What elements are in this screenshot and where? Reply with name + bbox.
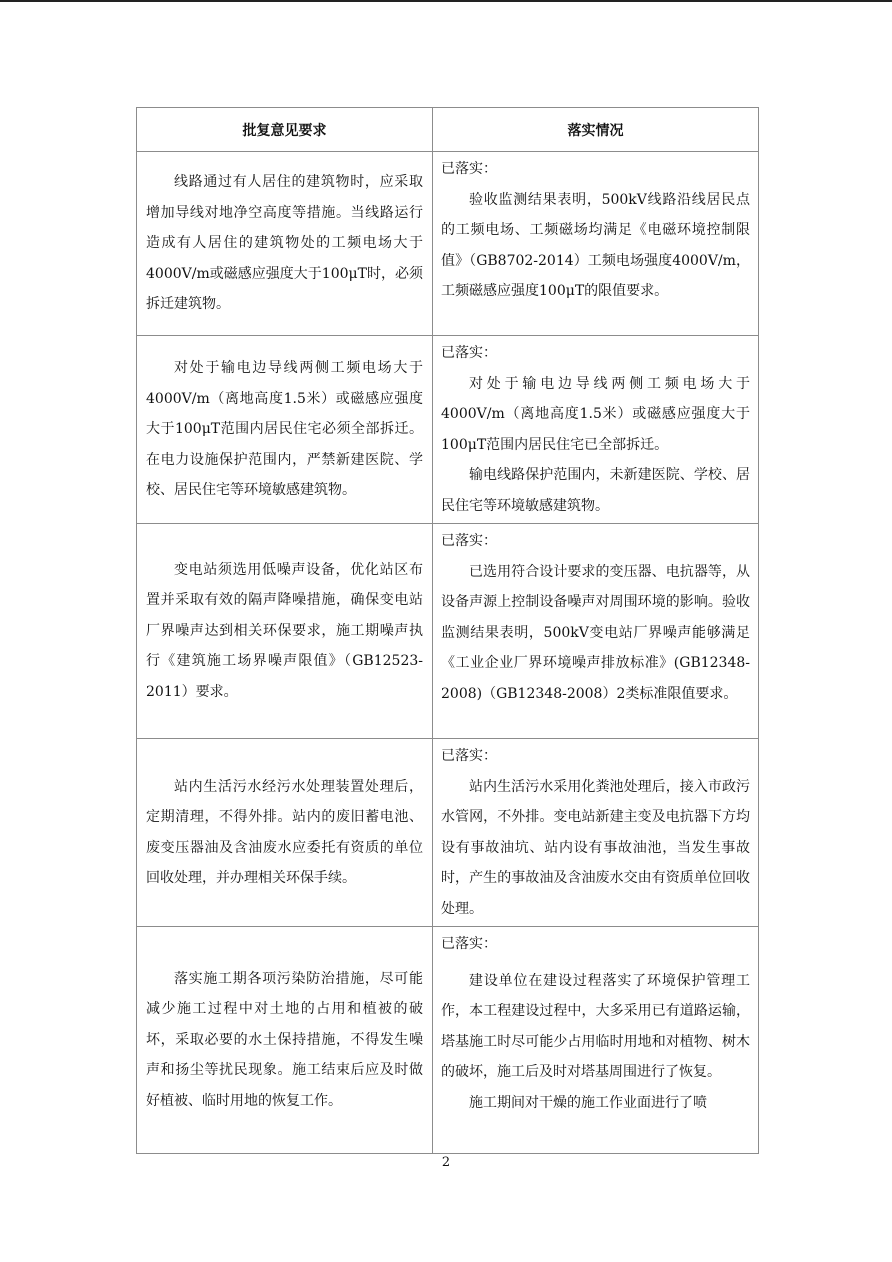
- implementation-cell: [433, 336, 759, 524]
- implementation-cell: [433, 524, 759, 739]
- status-label: 已落实：: [441, 533, 497, 549]
- status-label: 已落实：: [441, 748, 497, 764]
- header-implementation: 落实情况: [433, 108, 759, 152]
- implementation-text: 输电线路保护范围内，未新建医院、学校、居民住宅等环境敏感建筑物。: [441, 467, 750, 514]
- status-label: 已落实：: [441, 936, 497, 952]
- table-row: [137, 152, 759, 336]
- requirement-cell: [137, 524, 433, 739]
- top-border-line: [0, 0, 892, 2]
- approval-implementation-table: [136, 107, 759, 1154]
- table-row: [137, 927, 759, 1154]
- implementation-text: 站内生活污水采用化粪池处理后，接入市政污水管网，不外排。变电站新建主变及电抗器下方均设有事故油坑、站内设有事故油池，当发生事故时，产生的事故油及含油废水交由有资质单位回收处理。: [441, 778, 750, 917]
- implementation-text: 施工期间对干燥的施工作业面进行了喷: [469, 1094, 707, 1111]
- implementation-cell: [433, 739, 759, 927]
- requirement-text: 线路通过有人居住的建筑物时，应采取增加导线对地净空高度等措施。当线路运行造成有人居住的建筑物处的工频电场大于4000V/m或磁感应强度大于100μT时，必须拆迁建筑物。: [146, 174, 423, 313]
- header-requirement: 批复意见要求: [137, 108, 433, 152]
- implementation-text: 建设单位在建设过程落实了环境保护管理工作，本工程建设过程中，大多采用已有道路运输，塔基施工时尽可能少占用临时用地和对植物、树木的破坏，施工后及时对塔基周围进行了恢复。: [441, 972, 750, 1080]
- implementation-cell: [433, 927, 759, 1154]
- implementation-text: 已选用符合设计要求的变压器、电抗器等，从设备声源上控制设备噪声对周围环境的影响。验收监测结果表明，500kV变电站厂界噪声能够满足《工业企业厂界环境噪声排放标准》(GB12348-2008)（GB12348-2008）2类标准限值要求。: [441, 563, 750, 702]
- table-row: [137, 336, 759, 524]
- requirement-cell: [137, 336, 433, 524]
- requirement-cell: [137, 739, 433, 927]
- implementation-text: 验收监测结果表明，500kV线路沿线居民点的工频电场、工频磁场均满足《电磁环境控制限值》（GB8702-2014）工频电场强度4000V/m，工频磁感应强度100μT的限值要求。: [441, 191, 750, 299]
- status-label: 已落实：: [441, 161, 497, 177]
- requirement-text: 变电站须选用低噪声设备，优化站区布置并采取有效的隔声降噪措施，确保变电站厂界噪声达到相关环保要求，施工期噪声执行《建筑施工场界噪声限值》（GB12523-2011）要求。: [146, 561, 423, 700]
- table-row: [137, 524, 759, 739]
- implementation-text: 对处于输电边导线两侧工频电场大于4000V/m（离地高度1.5米）或磁感应强度大于100μT范围内居民住宅已全部拆迁。: [441, 375, 750, 453]
- requirement-cell: [137, 927, 433, 1154]
- requirement-text: 对处于输电边导线两侧工频电场大于4000V/m（离地高度1.5米）或磁感应强度大于100μT范围内居民住宅必须全部拆迁。在电力设施保护范围内，严禁新建医院、学校、居民住宅等环境敏感建筑物。: [146, 360, 423, 499]
- table-row: [137, 739, 759, 927]
- requirement-text: 落实施工期各项污染防治措施，尽可能减少施工过程中对土地的占用和植被的破坏，采取必要的水土保持措施，不得发生噪声和扬尘等扰民现象。施工结束后应及时做好植被、临时用地的恢复工作。: [146, 970, 423, 1109]
- implementation-cell: [433, 152, 759, 336]
- requirement-text: 站内生活污水经污水处理装置处理后，定期清理，不得外排。站内的废旧蓄电池、废变压器油及含油废水应委托有资质的单位回收处理，并办理相关环保手续。: [146, 778, 423, 886]
- page-number: 2: [441, 1155, 451, 1170]
- table-header-row: [137, 108, 759, 152]
- status-label: 已落实：: [441, 345, 497, 361]
- requirement-cell: [137, 152, 433, 336]
